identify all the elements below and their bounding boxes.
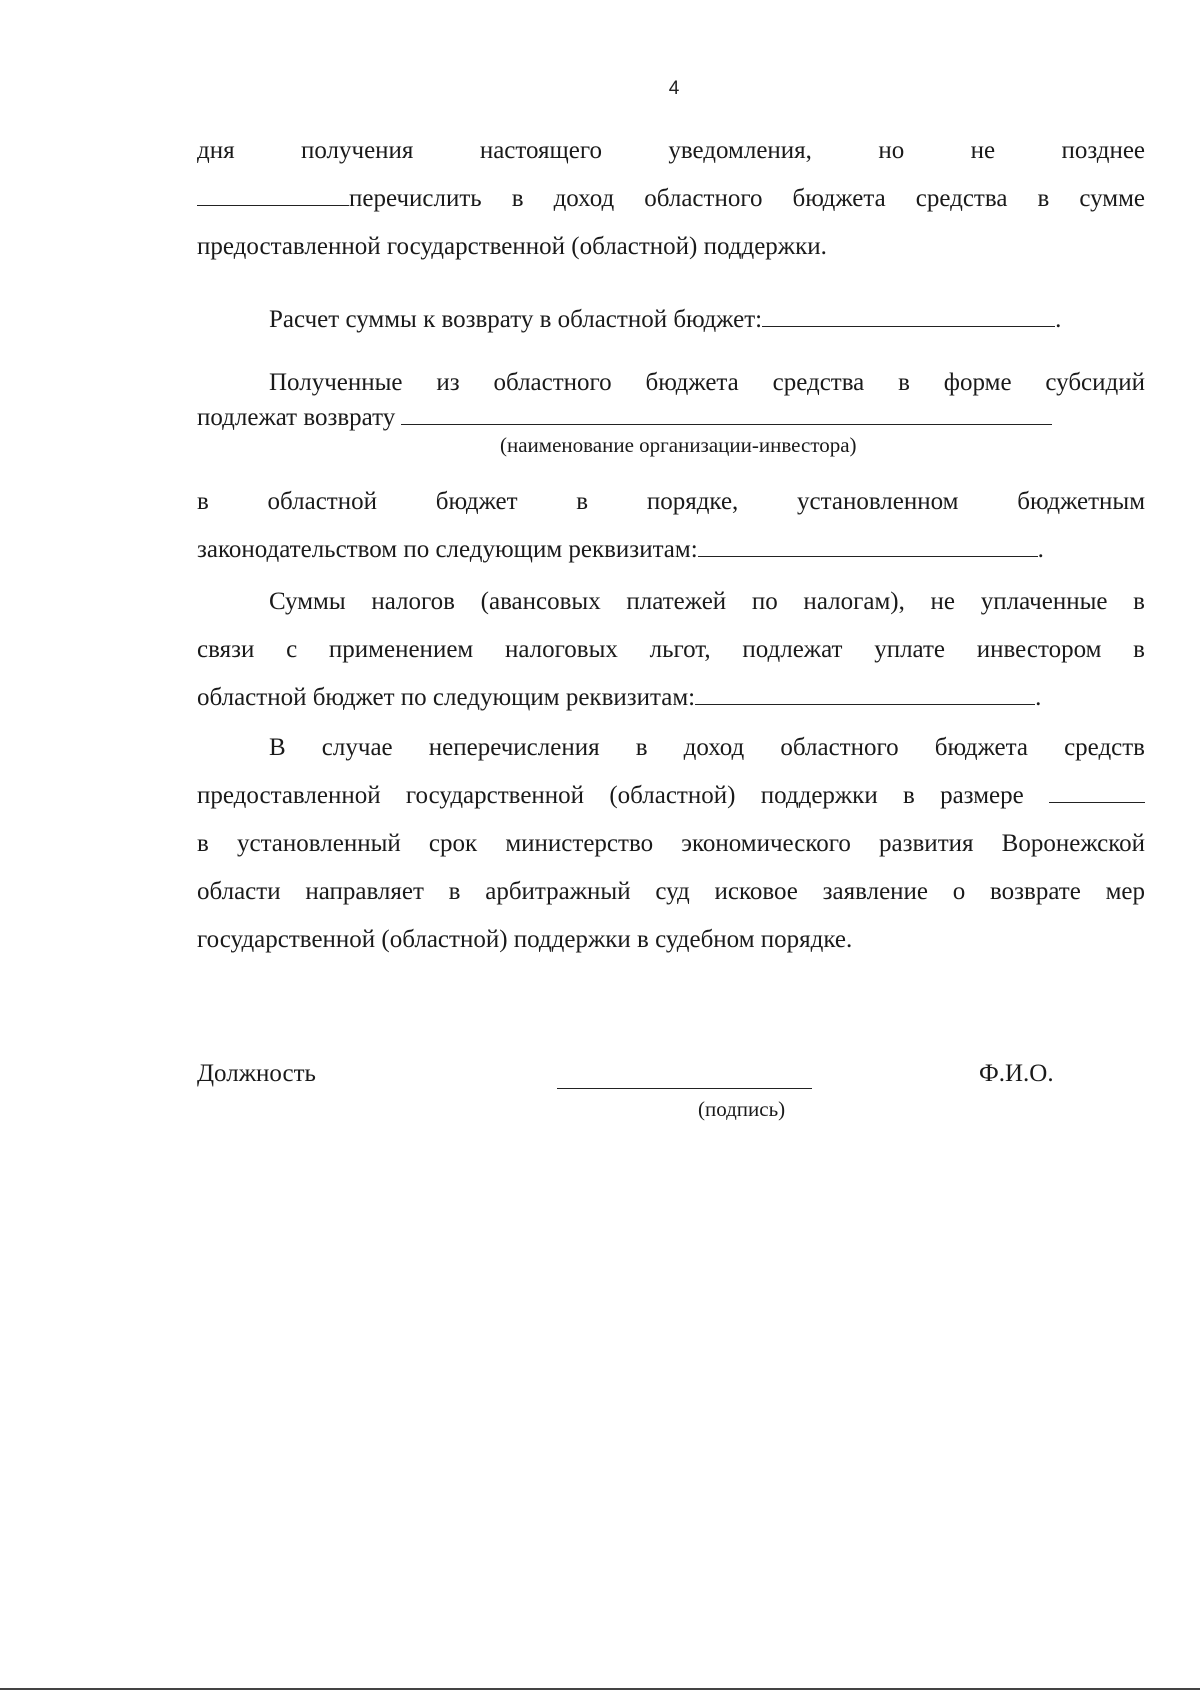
paragraph4-line1: Суммы налогов (авансовых платежей по налогам), не уплаченные в bbox=[269, 588, 1145, 615]
refund-amount-blank bbox=[762, 304, 1055, 327]
paragraph1-line2: перечислить в доход областного бюджета средства в сумме bbox=[197, 175, 1145, 223]
paragraph5-line4: области направляет в арбитражный суд исковое заявление о возврате мер bbox=[197, 878, 1145, 905]
deadline-blank bbox=[197, 183, 349, 206]
paragraph5-line2: предоставленной государственной (областной) поддержки в размере bbox=[197, 772, 1145, 820]
paragraph1-line1: дня получения настоящего уведомления, но не позднее bbox=[197, 137, 1146, 164]
paragraph3-line1: Полученные из областного бюджета средства в форме субсидий bbox=[269, 369, 1145, 396]
paragraph-refund-calculation: Расчет суммы к возврату в областной бюджет: . bbox=[269, 306, 1062, 333]
paragraph-tax-payment bbox=[197, 578, 1145, 722]
tax-details-blank bbox=[695, 682, 1035, 705]
signature-caption: (подпись) bbox=[698, 1097, 786, 1121]
paragraph3-line2: подлежат возврату bbox=[197, 397, 1145, 439]
support-amount-blank bbox=[1049, 780, 1145, 803]
investor-name-blank bbox=[401, 402, 1052, 425]
scan-bottom-edge bbox=[0, 1688, 1200, 1690]
paragraph5-line3: в установленный срок министерство экономического развития Воронежской bbox=[197, 830, 1145, 857]
paragraph-notice-deadline bbox=[197, 127, 1145, 271]
page-number: 4 bbox=[668, 78, 680, 99]
paragraph5-line5: государственной (областной) поддержки в судебном порядке. bbox=[197, 926, 853, 953]
full-name-label: Ф.И.О. bbox=[979, 1060, 1054, 1087]
position-label: Должность bbox=[197, 1060, 316, 1087]
investor-name-caption: (наименование организации-инвестора) bbox=[500, 433, 857, 457]
signature-line bbox=[557, 1088, 812, 1089]
paragraph3-line4: законодательством по следующим реквизитам: . bbox=[197, 536, 1044, 563]
paragraph5-line1: В случае неперечисления в доход областного бюджета средств bbox=[269, 734, 1145, 761]
budget-details-blank bbox=[698, 534, 1038, 557]
paragraph1-line3: предоставленной государственной (областной) поддержки. bbox=[197, 233, 827, 260]
paragraph-court-action bbox=[197, 724, 1145, 964]
signature-block bbox=[197, 1060, 1145, 1100]
paragraph3-line3: в областной бюджет в порядке, установленном бюджетным bbox=[197, 488, 1146, 515]
paragraph4-line2: связи с применением налоговых льгот, подлежат уплате инвестором в bbox=[197, 636, 1145, 663]
paragraph4-line3: областной бюджет по следующим реквизитам: . bbox=[197, 684, 1042, 711]
